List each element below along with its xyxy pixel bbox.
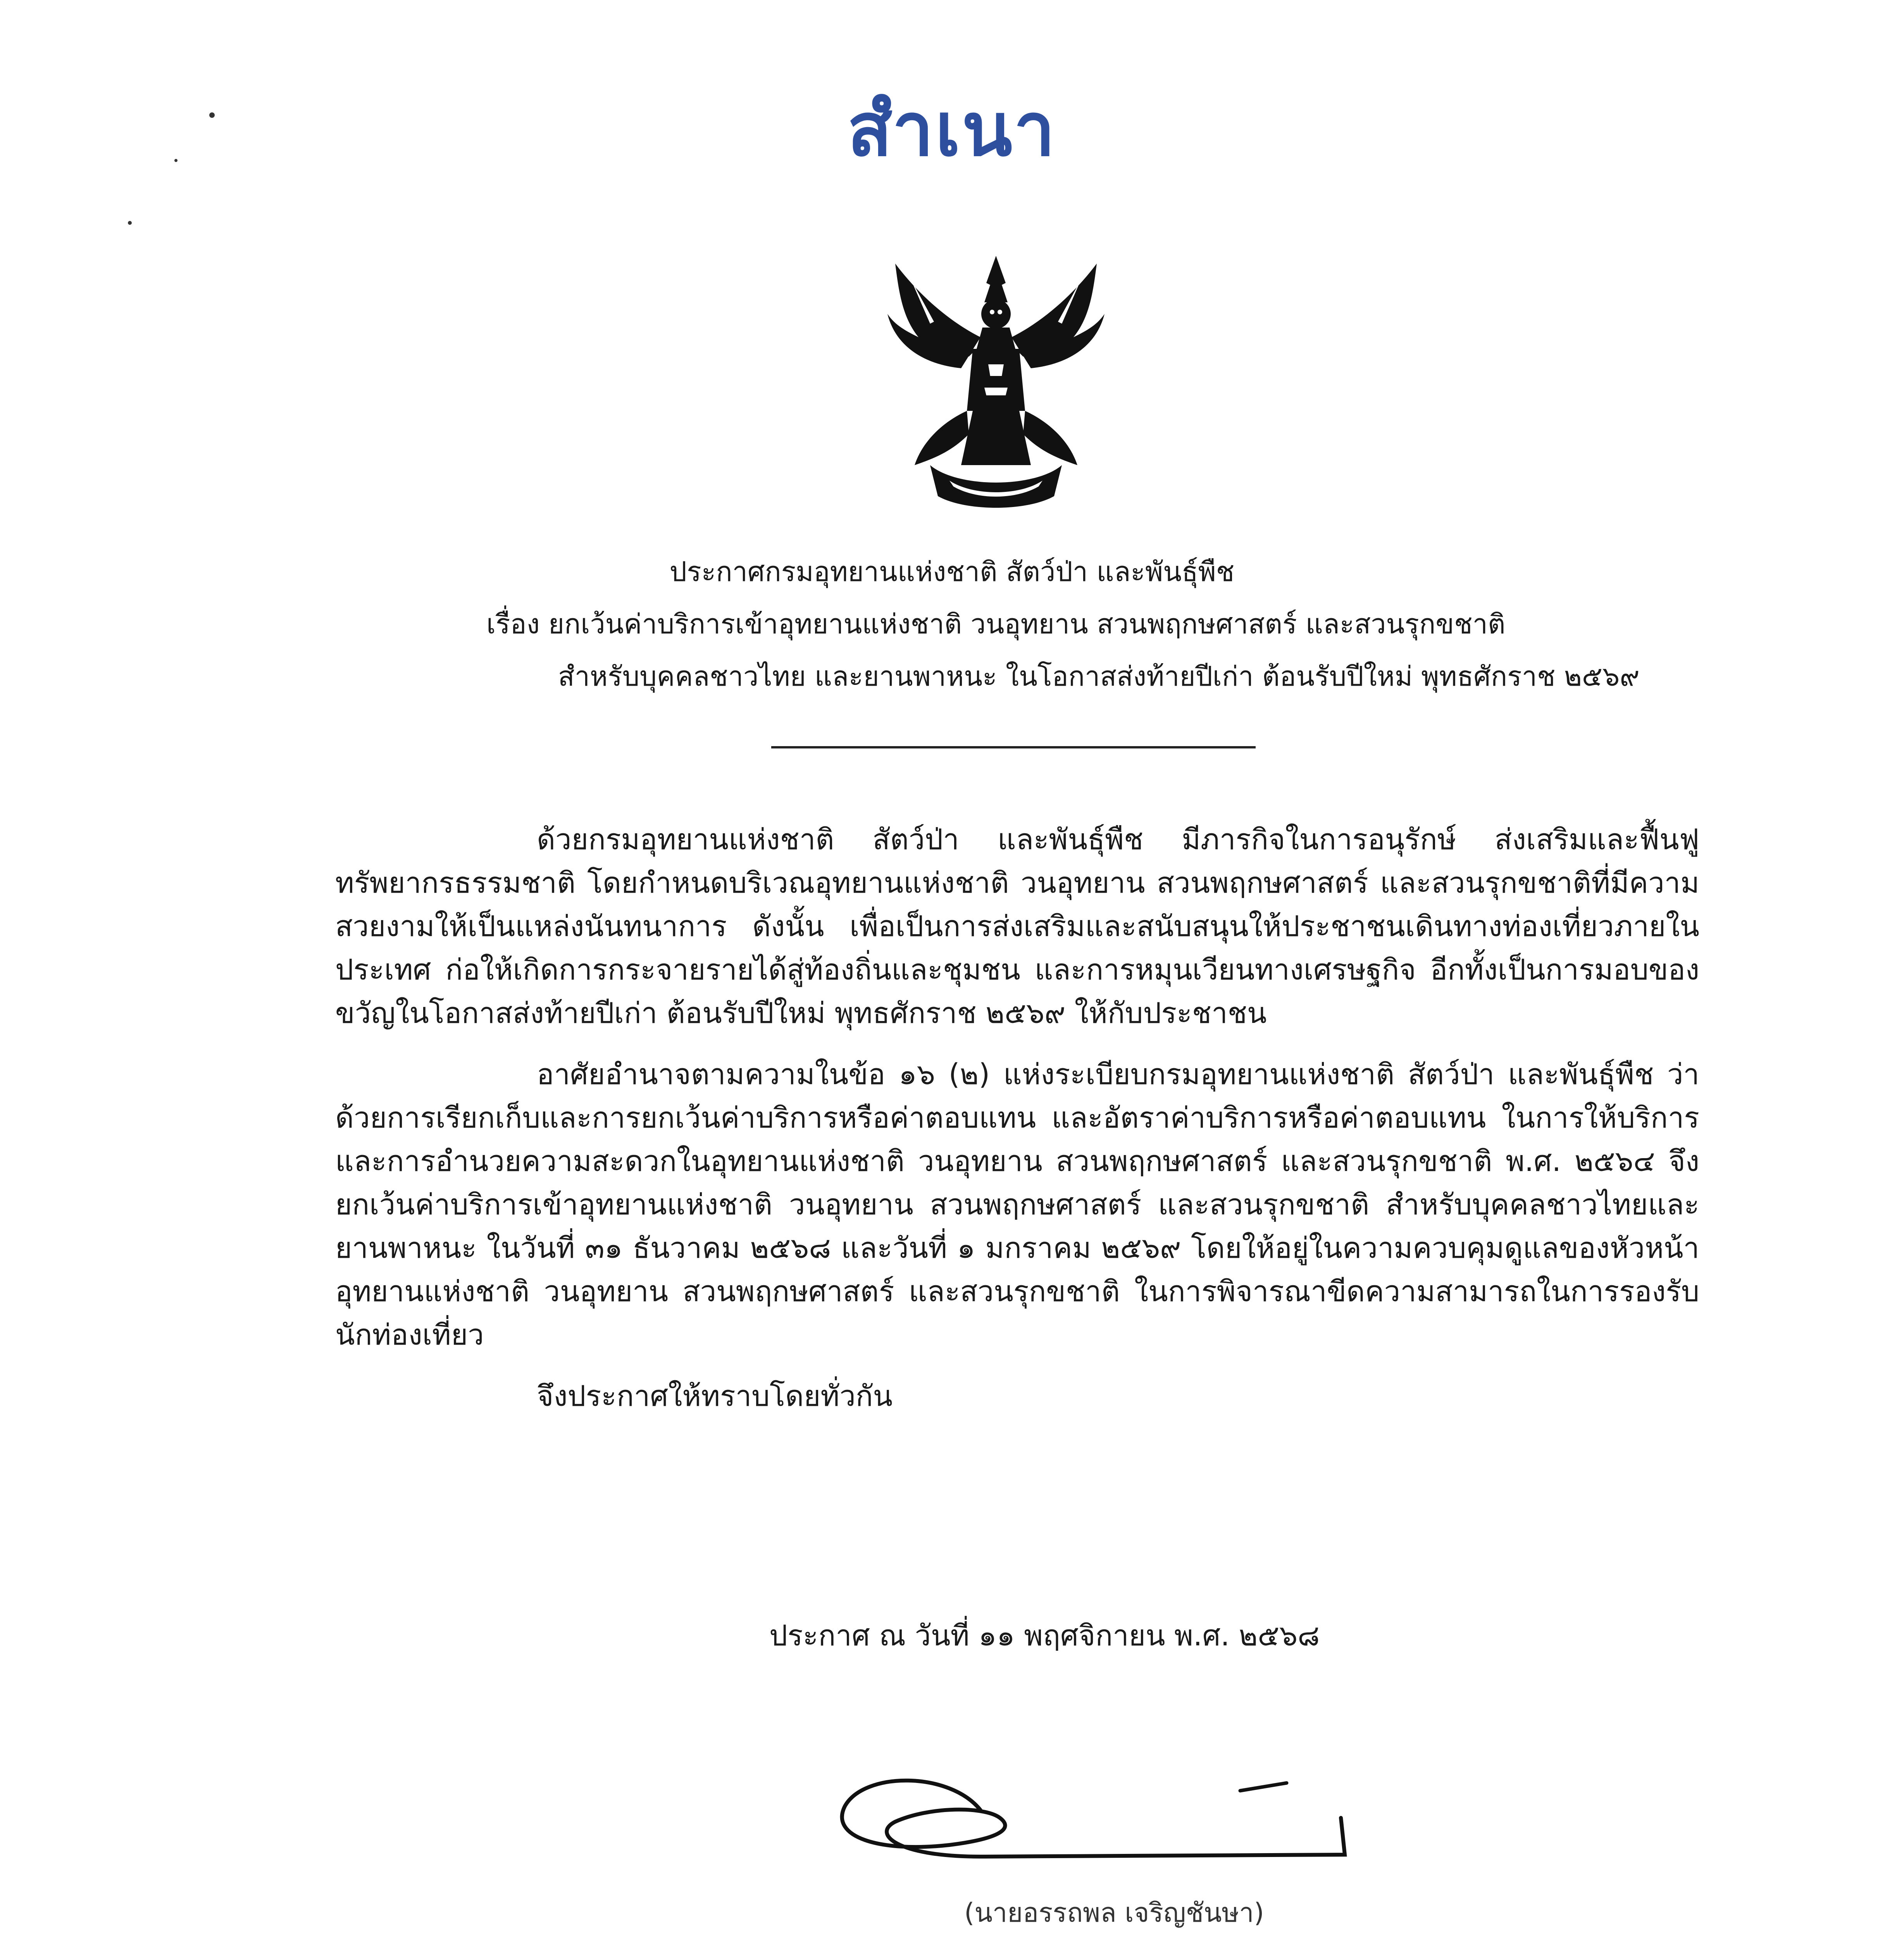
announcement-date: ประกาศ ณ วันที่ ๑๑ พฤศจิกายน พ.ศ. ๒๕๖๘ [769, 1619, 1320, 1652]
body-paragraph: ด้วยกรมอุทยานแห่งชาติ สัตว์ป่า และพันธุ์พืช มีภารกิจในการอนุรักษ์ ส่งเสริมและฟื้นฟูทรัพยากรธรรมชาติ โดยกำหนดบริเวณอุทยานแห่งชาติ วนอุทยาน สวนพฤกษศาสตร์ และสวนรุกขชาติที่มีความสวยงามให้เป็นแหล่งนันทนาการ ดังนั้น เพื่อเป็นการส่งเสริมและสนับสนุนให้ประชาชนเดินทางท่องเที่ยวภายในประเทศ ก่อให้เกิดการกระจายรายได้สู่ท้องถิ่นและชุมชน และการหมุนเวียนทางเศรษฐกิจ อีกทั้งเป็นการมอบของขวัญในโอกาสส่งท้ายปีเก่า ต้อนรับปีใหม่ พุทธศักราช ๒๕๖๙ ให้กับประชาชน [335, 823, 1699, 1030]
copy-stamp: สำเนา [847, 87, 1057, 172]
garuda-emblem-icon [872, 248, 1120, 516]
scan-speck [128, 221, 132, 225]
heading-divider [771, 746, 1256, 748]
signature-icon [833, 1740, 1356, 1888]
subject-line-continued: สำหรับบุคคลชาวไทย และยานพาหนะ ในโอกาสส่งท้ายปีเก่า ต้อนรับปีใหม่ พุทธศักราช ๒๕๖๙ [558, 660, 1640, 692]
subject-line: เรื่อง ยกเว้นค่าบริการเข้าอุทยานแห่งชาติ วนอุทยาน สวนพฤกษศาสตร์ และสวนรุกขชาติ [486, 608, 1506, 640]
announcement-body [335, 818, 1699, 1436]
announcement-issuer: ประกาศกรมอุทยานแห่งชาติ สัตว์ป่า และพันธุ์พืช [669, 556, 1235, 588]
body-paragraph: อาศัยอำนาจตามความในข้อ ๑๖ (๒) แห่งระเบียบกรมอุทยานแห่งชาติ สัตว์ป่า และพันธุ์พืช ว่าด้วยการเรียกเก็บและการยกเว้นค่าบริการหรือค่าตอบแทน และอัตราค่าบริการหรือค่าตอบแทน ในการให้บริการและการอำนวยความสะดวกในอุทยานแห่งชาติ วนอุทยาน สวนพฤกษศาสตร์ และสวนรุกขชาติ พ.ศ. ๒๕๖๔ จึงยกเว้นค่าบริการเข้าอุทยานแห่งชาติ วนอุทยาน สวนพฤกษศาสตร์ และสวนรุกขชาติ สำหรับบุคคลชาวไทยและยานพาหนะ ในวันที่ ๓๑ ธันวาคม ๒๕๖๘ และวันที่ ๑ มกราคม ๒๕๖๙ โดยให้อยู่ในความควบคุมดูแลของหัวหน้าอุทยานแห่งชาติ วนอุทยาน สวนพฤกษศาสตร์ และสวนรุกขชาติ ในการพิจารณาขีดความสามารถในการรองรับนักท่องเที่ยว [335, 1058, 1699, 1352]
signer-name: (นายอรรถพล เจริญชันษา) [964, 1898, 1264, 1928]
closing-statement: จึงประกาศให้ทราบโดยทั่วกัน [537, 1379, 893, 1413]
